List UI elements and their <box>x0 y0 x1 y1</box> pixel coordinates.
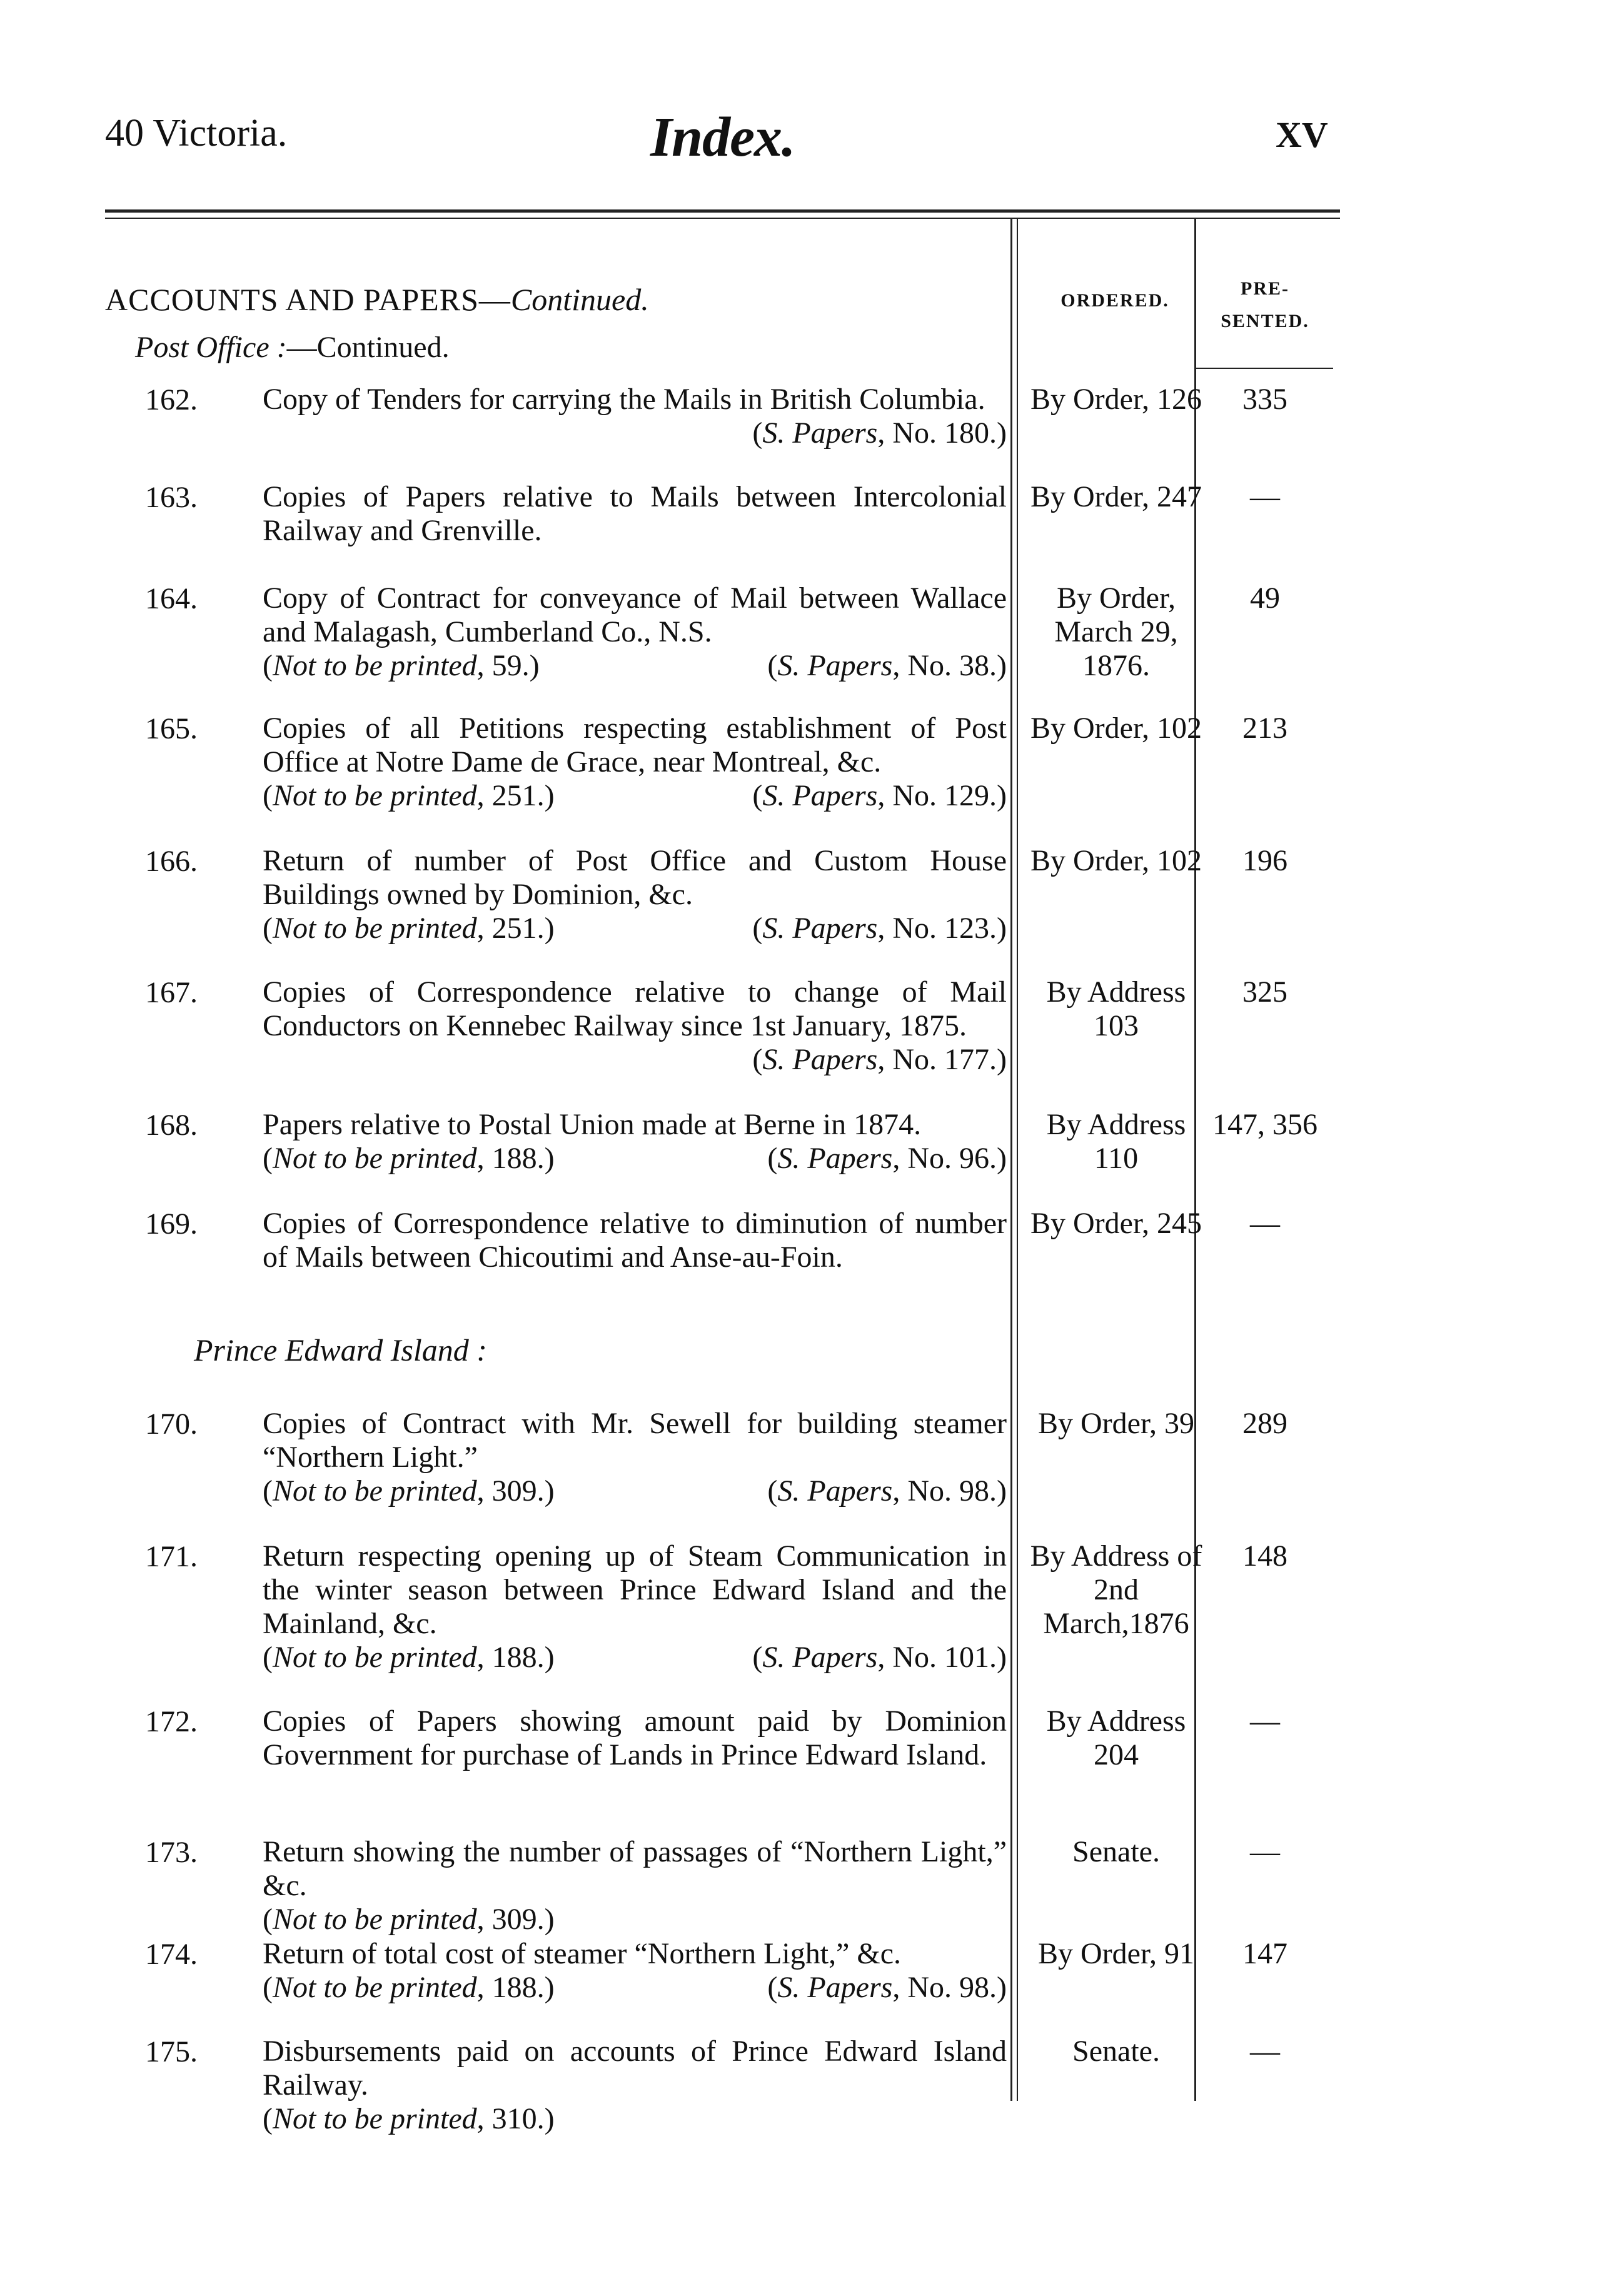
entry-number: 170. <box>145 1407 198 1441</box>
entry-number: 174. <box>145 1938 198 1971</box>
entry-ordered: By Order, 245 <box>1030 1207 1202 1240</box>
section-heading <box>105 281 649 318</box>
entry-title: Copies of Correspondence relative to diminution of number of Mails between Chicoutimi and Anse-au-Foin. <box>263 1207 1007 1274</box>
entry-title: Disbursements paid on accounts of Prince Edward Island Railway. <box>263 2035 1007 2102</box>
entry-sessional-paper: (S. Papers, No. 180.) <box>752 416 1007 450</box>
column-header-presented-line2: SENTED. <box>1221 311 1309 331</box>
entry-ordered: By Order, 126 <box>1030 383 1202 416</box>
entry-title: Return showing the number of passages of “Northern Light,” &c. <box>263 1835 1007 1902</box>
entry-presented: — <box>1250 2035 1280 2068</box>
entry-sessional-paper: (S. Papers, No. 129.) <box>752 779 1007 812</box>
entry-presented: 196 <box>1242 844 1287 877</box>
heading-continued: Continued. <box>510 282 649 317</box>
entry-description <box>263 582 1007 683</box>
entry-print-note: (Not to be printed, 251.) <box>263 779 555 812</box>
entry-ordered: Senate. <box>1072 2035 1160 2068</box>
entry-description <box>263 1835 1007 1936</box>
entry-description <box>263 2035 1007 2136</box>
entry-title: Copy of Tenders for carrying the Mails in British Columbia. <box>263 383 985 416</box>
entry-description <box>263 975 1007 1077</box>
column-divider-text <box>1010 219 1012 2101</box>
entry-description <box>263 1407 1007 1508</box>
entry-sessional-paper: (S. Papers, No. 98.) <box>767 1971 1007 2004</box>
entry-description <box>263 1108 1007 1176</box>
entry-description <box>263 1937 1007 2005</box>
entry-presented: 148 <box>1242 1539 1287 1573</box>
entry-presented: 289 <box>1242 1407 1287 1440</box>
entry-number: 175. <box>145 2035 198 2068</box>
entry-presented: — <box>1250 1207 1280 1240</box>
entry-description <box>263 383 1007 450</box>
entry-number: 165. <box>145 712 198 745</box>
entry-ordered: By Order, 102 <box>1030 712 1202 745</box>
entry-description <box>263 480 1007 548</box>
entry-print-note: (Not to be printed, 310.) <box>263 2102 555 2135</box>
entry-ordered: By Address of 2nd March,1876 <box>1030 1539 1202 1640</box>
entry-description <box>263 1539 1007 1674</box>
entry-title: Papers relative to Postal Union made at Berne in 1874. <box>263 1108 922 1141</box>
entry-ordered: By Address 103 <box>1046 975 1186 1042</box>
entry-number: 163. <box>145 481 198 514</box>
entry-title: Copy of Contract for conveyance of Mail between Wallace and Malagash, Cumberland Co., N.S. <box>263 582 1007 648</box>
heading-main: ACCOUNTS AND PAPERS— <box>105 282 511 317</box>
column-header-presented <box>1199 273 1331 338</box>
entry-description <box>263 1704 1007 1772</box>
entry-number: 164. <box>145 582 198 615</box>
entry-print-note: (Not to be printed, 309.) <box>263 1474 555 1508</box>
entry-sessional-paper: (S. Papers, No. 123.) <box>752 912 1007 945</box>
entry-sessional-paper: (S. Papers, No. 38.) <box>767 649 1007 682</box>
entry-presented: — <box>1250 1704 1280 1738</box>
entry-title: Copies of Papers relative to Mails between Intercolonial Railway and Grenville. <box>263 480 1007 547</box>
page-title: Index. <box>650 106 795 168</box>
entry-number: 168. <box>145 1109 198 1142</box>
page-number: XV <box>1276 114 1328 155</box>
entry-print-note: (Not to be printed, 188.) <box>263 1641 555 1674</box>
entry-ordered: By Order, 39 <box>1037 1407 1195 1440</box>
entry-presented: 213 <box>1242 712 1287 745</box>
entry-number: 169. <box>145 1207 198 1241</box>
entry-print-note: (Not to be printed, 59.) <box>263 649 540 682</box>
entry-sessional-paper: (S. Papers, No. 96.) <box>767 1142 1007 1175</box>
entry-ordered: By Order, 247 <box>1030 480 1202 513</box>
entry-sessional-paper: (S. Papers, No. 101.) <box>752 1641 1007 1674</box>
column-head-rule <box>1194 368 1333 369</box>
entry-print-note: (Not to be printed, 188.) <box>263 1971 555 2004</box>
entry-title: Copies of Correspondence relative to change of Mail Conductors on Kennebec Railway since 1st January, 1875. <box>263 975 1007 1042</box>
column-header-presented-line1: PRE- <box>1241 278 1289 299</box>
entry-presented: — <box>1250 1835 1280 1868</box>
entry-print-note: (Not to be printed, 188.) <box>263 1142 555 1175</box>
entry-sessional-paper: (S. Papers, No. 177.) <box>752 1043 1007 1076</box>
entry-description <box>263 844 1007 945</box>
entry-presented: 335 <box>1242 383 1287 416</box>
entry-ordered: By Order, March 29, 1876. <box>1054 582 1178 682</box>
entry-title: Copies of all Petitions respecting establishment of Post Office at Notre Dame de Grace, near Montreal, &c. <box>263 712 1007 778</box>
entry-presented: 147 <box>1242 1937 1287 1970</box>
entry-print-note: (Not to be printed, 309.) <box>263 1903 555 1936</box>
entry-presented: 325 <box>1242 975 1287 1009</box>
entry-number: 173. <box>145 1836 198 1869</box>
entry-number: 172. <box>145 1705 198 1738</box>
subsection-heading <box>135 330 450 365</box>
section-title-pei: Prince Edward Island : <box>194 1332 487 1367</box>
header-volume: 40 Victoria. <box>105 112 288 154</box>
entry-description <box>263 712 1007 813</box>
entry-title: Return of total cost of steamer “Northern Light,” &c. <box>263 1937 902 1970</box>
entry-presented: 147, 356 <box>1212 1108 1317 1141</box>
entry-sessional-paper: (S. Papers, No. 98.) <box>767 1474 1007 1508</box>
entry-title: Return of number of Post Office and Custom House Buildings owned by Dominion, &c. <box>263 844 1007 911</box>
entry-number: 167. <box>145 976 198 1009</box>
entry-ordered: By Address 110 <box>1046 1108 1186 1175</box>
entry-ordered: By Address 204 <box>1046 1704 1186 1771</box>
entry-ordered: By Order, 102 <box>1030 844 1202 877</box>
entry-description <box>263 1207 1007 1274</box>
entry-number: 166. <box>145 845 198 878</box>
entry-print-note: (Not to be printed, 251.) <box>263 912 555 945</box>
entry-ordered: By Order, 91 <box>1037 1937 1195 1970</box>
header-rule-thick <box>105 209 1340 213</box>
entry-title: Copies of Papers showing amount paid by Dominion Government for purchase of Lands in Prince Edward Island. <box>263 1704 1007 1771</box>
header-rule-thin <box>105 218 1340 219</box>
entry-ordered: Senate. <box>1072 1835 1160 1868</box>
entry-title: Copies of Contract with Mr. Sewell for building steamer “Northern Light.” <box>263 1407 1007 1474</box>
column-divider-text-2 <box>1017 219 1018 2101</box>
entry-number: 171. <box>145 1540 198 1573</box>
subheading-plain: —Continued. <box>286 331 450 364</box>
entry-presented: 49 <box>1250 582 1280 615</box>
entry-title: Return respecting opening up of Steam Communication in the winter season between Prince Edward Island and the Mainland, &c. <box>263 1539 1007 1640</box>
subheading-italic: Post Office : <box>135 331 287 364</box>
entry-number: 162. <box>145 383 198 416</box>
column-header-ordered: ORDERED. <box>1060 290 1169 311</box>
entry-presented: — <box>1250 480 1280 513</box>
